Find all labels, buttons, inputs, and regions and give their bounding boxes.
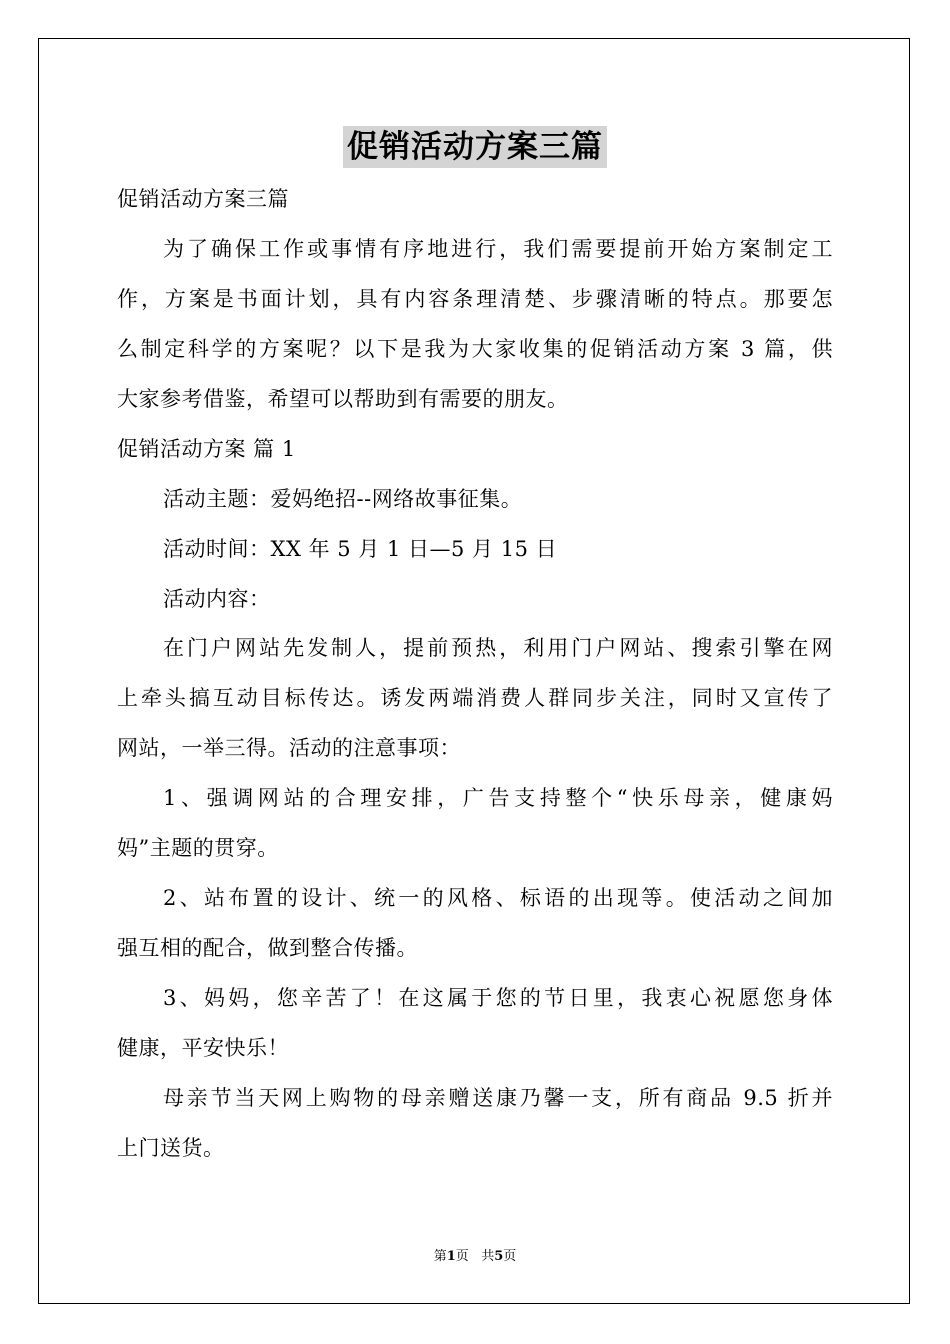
- paragraph-line: 活动内容：: [163, 587, 271, 611]
- paragraph-line: 网站，一举三得。活动的注意事项：: [117, 736, 461, 760]
- paragraph-line: 健康，平安快乐！: [117, 1036, 289, 1060]
- paragraph-line: 强互相的配合，做到整合传播。: [117, 936, 418, 960]
- paragraph-line: 妈”主题的贯穿。: [117, 836, 279, 860]
- document-title: 促销活动方案三篇: [343, 126, 607, 168]
- subtitle-line: 促销活动方案三篇: [117, 187, 289, 211]
- paragraph-line: 活动主题：爱妈绝招--网络故事征集。: [163, 487, 523, 511]
- page-current: 1: [446, 1249, 456, 1264]
- page-footer: [0, 1248, 950, 1266]
- paragraph-line: 活动时间：XX 年 5 月 1 日—5 月 15 日: [163, 537, 558, 561]
- page-prefix: 第: [433, 1249, 447, 1264]
- paragraph-line: 上牵头搞互动目标传达。诱发两端消费人群同步关注，同时又宣传了: [117, 686, 833, 710]
- paragraph-line: 3、妈妈，您辛苦了！在这属于您的节日里，我衷心祝愿您身体: [163, 986, 833, 1010]
- paragraph-line: 作，方案是书面计划，具有内容条理清楚、步骤清晰的特点。那要怎: [117, 287, 833, 311]
- paragraph-line: 大家参考借鉴，希望可以帮助到有需要的朋友。: [117, 387, 569, 411]
- paragraph-line: 在门户网站先发制人，提前预热，利用门户网站、搜索引擎在网: [163, 636, 833, 660]
- paragraph-line: 上门送货。: [117, 1136, 225, 1160]
- paragraph-line: 么制定科学的方案呢？以下是我为大家收集的促销活动方案 3 篇，供: [117, 337, 833, 361]
- title-container: [0, 126, 950, 168]
- page-border: [38, 38, 910, 1304]
- page-suffix: 页: [503, 1249, 517, 1264]
- paragraph-line: 母亲节当天网上购物的母亲赠送康乃馨一支，所有商品 9.5 折并: [163, 1086, 833, 1110]
- paragraph-line: 2、站布置的设计、统一的风格、标语的出现等。使活动之间加: [163, 886, 833, 910]
- paragraph-line: 1、强调网站的合理安排，广告支持整个“快乐母亲，健康妈: [163, 786, 833, 810]
- page-total: 5: [494, 1249, 504, 1264]
- section-heading: 促销活动方案 篇 1: [117, 437, 296, 461]
- page-mid: 页 共: [455, 1249, 495, 1264]
- paragraph-line: 为了确保工作或事情有序地进行，我们需要提前开始方案制定工: [163, 237, 833, 261]
